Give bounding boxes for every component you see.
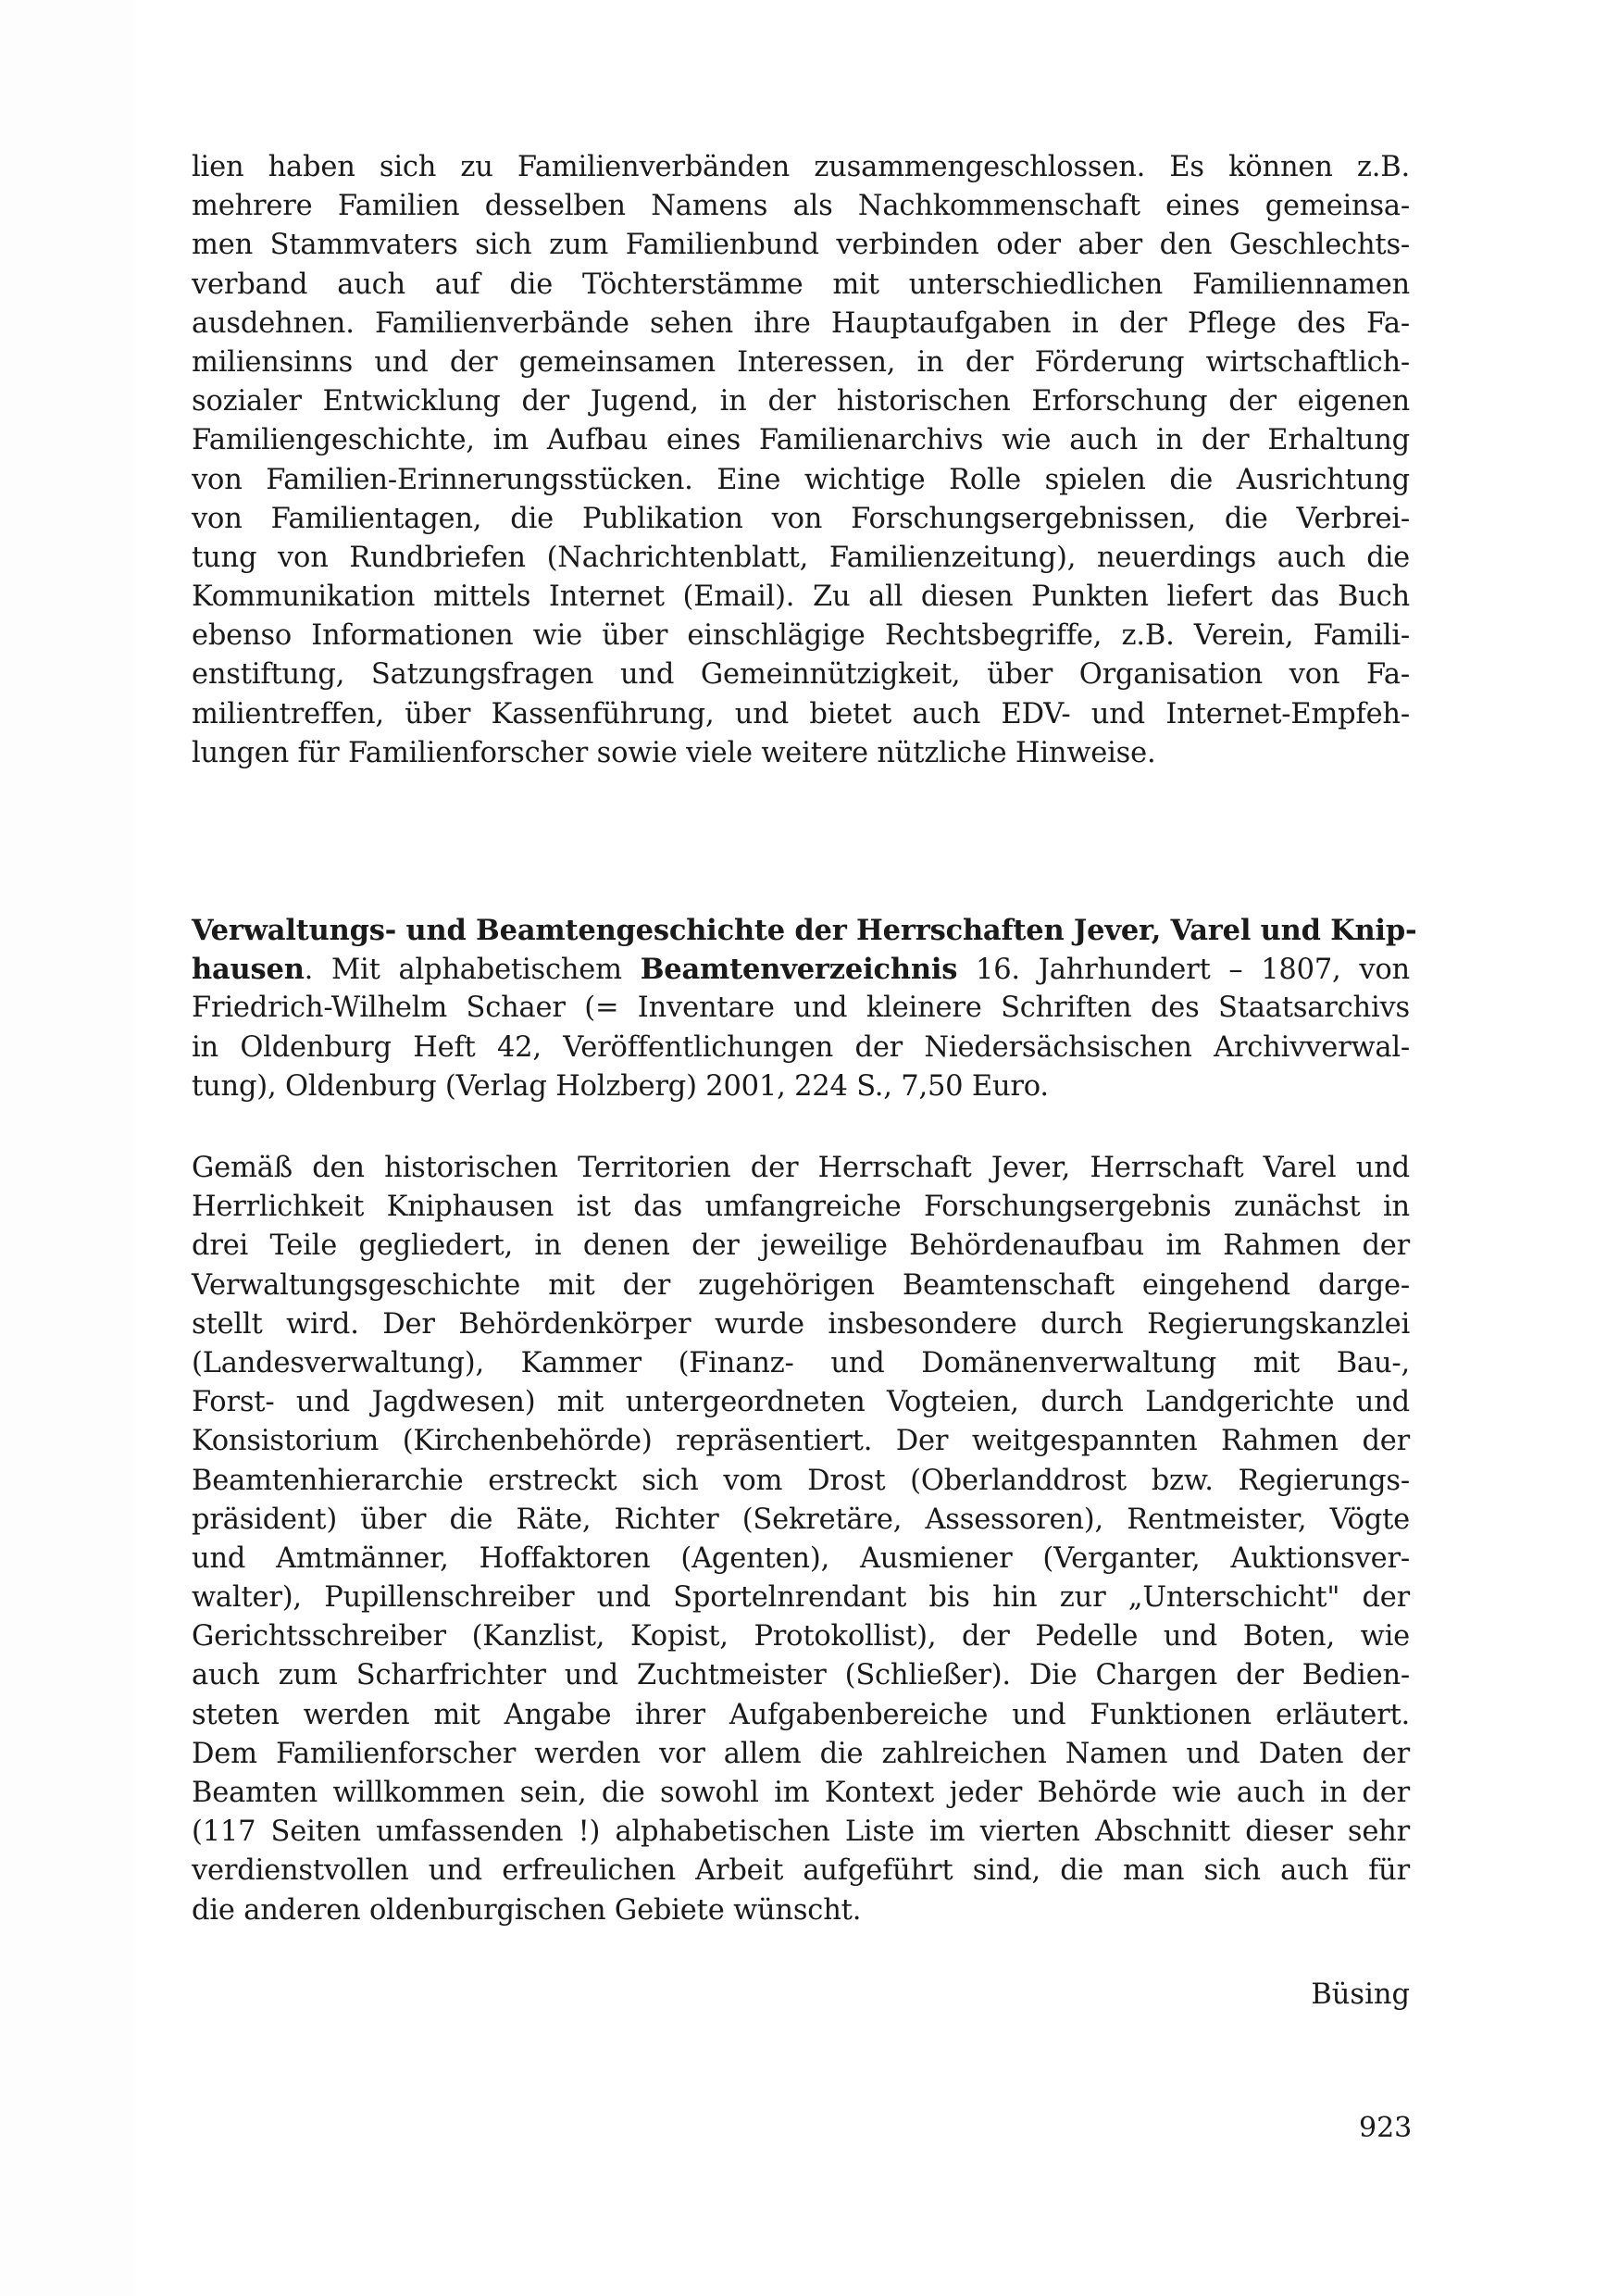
text-line: miliensinns und der gemeinsamen Interessen, in der Förderung wirtschaftlich- [192,345,1410,379]
text-line: steten werden mit Angabe ihrer Aufgabenbereiche und Funktionen erläutert. [192,1698,1410,1731]
book-title-continued [192,950,1410,989]
book-citation [192,911,1417,1106]
review-paragraph [192,1149,1410,1930]
text-line: men Stammvaters sich zum Familienbund verbinden oder aber den Geschlechts- [192,229,1410,262]
text-line: tung von Rundbriefen (Nachrichtenblatt, Familienzeitung), neuerdings auch die [192,541,1410,574]
text-line: von Familientagen, die Publikation von Forschungsergebnissen, die Verbrei- [192,502,1410,535]
text-line: enstiftung, Satzungsfragen und Gemeinnützigkeit, über Organisation von Fa- [192,658,1410,692]
text-line: lien haben sich zu Familienverbänden zusammengeschlossen. Es können z.B. [192,151,1410,183]
text-line: von Familien-Erinnerungsstücken. Eine wichtige Rolle spielen die Ausrichtung [192,463,1410,496]
citation-line: in Oldenburg Heft 42, Veröffentlichungen der Niedersächsischen Archivverwal- [192,1030,1410,1064]
text-line: walter), Pupillenschreiber und Sportelnrendant bis hin zur „Unterschicht" der [192,1581,1410,1615]
text-line: Konsistorium (Kirchenbehörde) repräsentiert. Der weitgespannten Rahmen der [192,1425,1410,1458]
text-line: verdienstvollen und erfreulichen Arbeit aufgeführt sind, die man sich auch für [192,1854,1410,1888]
book-title-end: hausen [192,953,305,987]
text-line: milientreffen, über Kassenführung, und bietet auch EDV- und Internet-Empfeh- [192,697,1410,730]
text-line: die anderen oldenburgischen Gebiete wünscht. [192,1893,862,1927]
text-line: Familiengeschichte, im Aufbau eines Familienarchivs wie auch in der Erhaltung [192,424,1410,457]
text-line: Forst- und Jagdwesen) mit untergeordneten Vogteien, durch Landgerichte und [192,1386,1410,1419]
subtitle-text: . Mit alphabetischem [304,954,641,987]
text-line: (Landesverwaltung), Kammer (Finanz- und Domänenverwaltung mit Bau-, [192,1346,1410,1379]
reviewer-signature: Büsing [1311,1978,1410,2011]
text-line: Gerichtsschreiber (Kanzlist, Kopist, Protokollist), der Pedelle und Boten, wie [192,1620,1410,1653]
book-title: Verwaltungs- und Beamtengeschichte der Herrschaften Jever, Varel und Knip- [192,914,1417,947]
text-line: Gemäß den historischen Territorien der Herrschaft Jever, Herrschaft Varel und [192,1152,1410,1184]
text-line: Beamtenhierarchie erstreckt sich vom Drost (Oberlanddrost bzw. Regierungs- [192,1464,1410,1497]
text-line: Kommunikation mittels Internet (Email). Zu all diesen Punkten liefert das Buch [192,580,1410,614]
text-line: lungen für Familienforscher sowie viele weitere nützliche Hinweise. [192,736,1156,769]
text-line: ebenso Informationen wie über einschlägige Rechtsbegriffe, z.B. Verein, Famili- [192,619,1410,653]
citation-line: Friedrich-Wilhelm Schaer (= Inventare und kleinere Schriften des Staatsarchivs [192,992,1410,1025]
text-line: Verwaltungsgeschichte mit der zugehörigen Beamtenschaft eingehend darge- [192,1268,1410,1302]
text-line: verband auch auf die Töchterstämme mit unterschiedlichen Familiennamen [192,268,1410,301]
subtitle-text: 16. Jahrhundert – 1807, von [957,954,1410,987]
text-line: Beamten willkommen sein, die sowohl im Kontext jeder Behörde wie auch in der [192,1777,1410,1809]
citation-line: tung), Oldenburg (Verlag Holzberg) 2001, 224 S., 7,50 Euro. [192,1069,1049,1103]
text-line: Herrlichkeit Kniphausen ist das umfangreiche Forschungsergebnis zunächst in [192,1191,1410,1224]
intro-paragraph [192,148,1410,773]
text-line: stellt wird. Der Behördenkörper wurde insbesondere durch Regierungskanzlei [192,1307,1410,1341]
subtitle-bold: Beamtenverzeichnis [640,953,958,987]
page-number: 923 [1359,2112,1413,2144]
text-line: ausdehnen. Familienverbände sehen ihre Hauptaufgaben in der Pflege des Fa- [192,306,1410,340]
page-margin [0,0,134,2296]
text-line: mehrere Familien desselben Namens als Nachkommenschaft eines gemeinsa- [192,190,1410,223]
text-line: auch zum Scharfrichter und Zuchtmeister (Schließer). Die Chargen der Bedien- [192,1659,1410,1692]
text-line: Dem Familienforscher werden vor allem die zahlreichen Namen und Daten der [192,1737,1410,1770]
text-line: präsident) über die Räte, Richter (Sekretäre, Assessoren), Rentmeister, Vögte [192,1503,1410,1536]
text-line: sozialer Entwicklung der Jugend, in der historischen Erforschung der eigenen [192,385,1410,418]
text-line: und Amtmänner, Hoffaktoren (Agenten), Ausmiener (Verganter, Auktionsver- [192,1541,1410,1575]
text-line: (117 Seiten umfassenden !) alphabetischen Liste im vierten Abschnitt dieser sehr [192,1816,1410,1849]
text-line: drei Teile gegliedert, in denen der jeweilige Behördenaufbau im Rahmen der [192,1229,1410,1263]
